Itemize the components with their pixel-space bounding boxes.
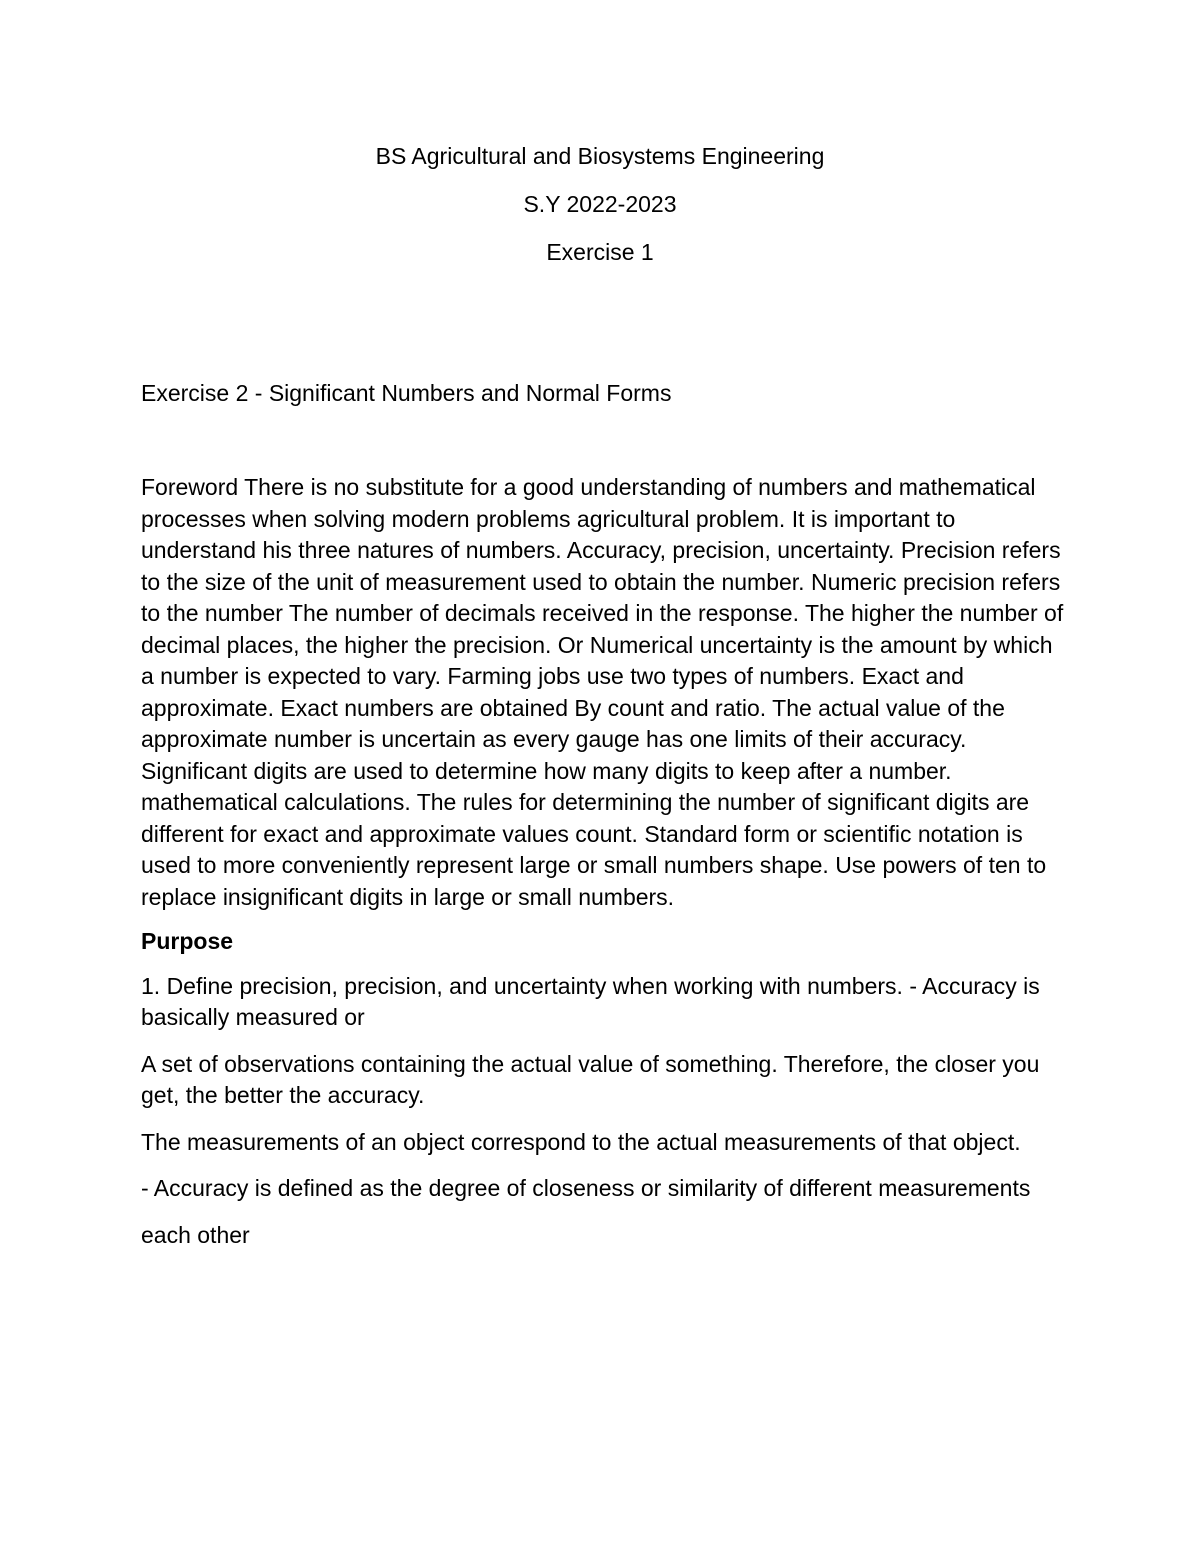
- program-title: BS Agricultural and Biosystems Engineering: [375, 143, 825, 169]
- school-year: S.Y 2022-2023: [523, 191, 677, 217]
- purpose-paragraph: A set of observations containing the actual value of something. Therefore, the closer you get, the better the accuracy.: [141, 1050, 1040, 1108]
- section-title: Exercise 2 - Significant Numbers and Normal Forms: [141, 380, 672, 406]
- exercise-label: Exercise 1: [546, 239, 654, 265]
- document-body: [141, 472, 1066, 1266]
- purpose-paragraph: 1. Define precision, precision, and uncertainty when working with numbers. - Accuracy is basically measured or: [141, 972, 1040, 1030]
- purpose-paragraph: each other: [141, 1221, 250, 1248]
- purpose-paragraph: - Accuracy is defined as the degree of closeness or similarity of different measurements: [141, 1175, 1031, 1201]
- foreword-paragraph: Foreword There is no substitute for a good understanding of numbers and mathematical processes when solving modern problems agricultural problem. It is important to understand his three natures of numbers. Accuracy, precision, uncertainty. Precision refers to the size of the unit of measurement used to obtain the number. Numeric precision refers to the number The number of decimals received in the response. The higher the number of decimal places, the higher the precision. Or Numerical uncertainty is the amount by which a number is expected to vary. Farming jobs use two types of numbers. Exact and approximate. Exact numbers are obtained By count and ratio. The actual value of the approximate number is uncertain as every gauge has one limits of their accuracy. Significant digits are used to determine how many digits to keep after a number. mathematical calculations. The rules for determining the number of significant digits are different for exact and approximate values count. Standard form or scientific notation is used to more conveniently represent large or small numbers shape. Use powers of ten to replace insignificant digits in large or small numbers.: [141, 474, 1064, 910]
- purpose-paragraph: The measurements of an object correspond to the actual measurements of that object.: [141, 1128, 1021, 1155]
- purpose-heading: Purpose: [141, 928, 234, 954]
